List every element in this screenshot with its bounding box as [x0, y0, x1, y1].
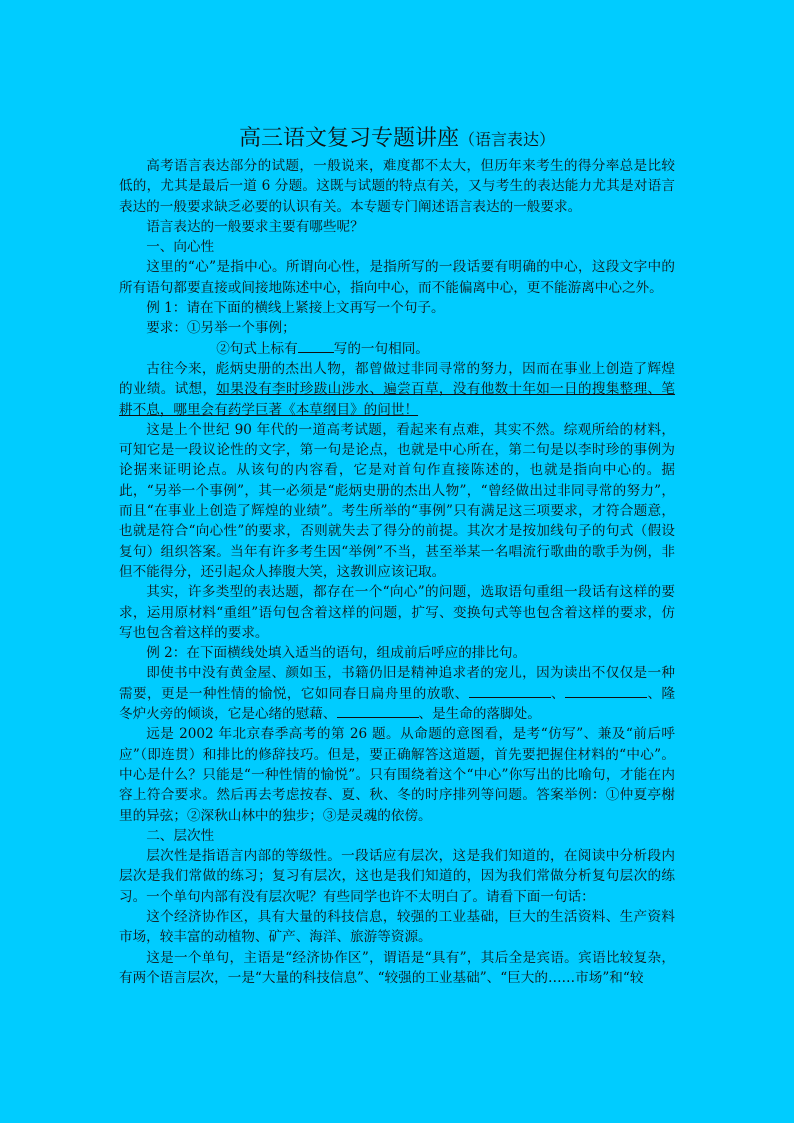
- separator: 、: [550, 685, 566, 702]
- material-part-c: 、是生命的落脚处。: [418, 706, 541, 723]
- example-1-material: [119, 359, 675, 420]
- section-heading-2: 二、层次性: [146, 827, 215, 844]
- definition-paragraph: 这里的“心”是指中心。所谓向心性，是指所写的一段话要有明确的中心，这段文字中的所有语句都要直接或间接地陈述中心，指向中心，而不能偏离中心，更不能游离中心之外。: [119, 259, 675, 296]
- separator: 、: [647, 685, 662, 702]
- answer-blank[interactable]: [565, 685, 647, 698]
- hierarchy-paragraph: 层次性是指语言内部的等级性。一段话应有层次，这是我们知道的，在阅读中分析段内层次是我们常做的练习；复习有层次，这也是我们知道的，因为我们常做分析复句层次的练习。一个单句内部有没有层次呢？有些同学也许不太明白了。请看下面一句话：: [119, 848, 675, 905]
- sentence-analysis: 这是一个单句，主语是“经济协作区”，谓语是“具有”，其后全是宾语。宾语比较复杂，有两个语言层次，一是“大量的科技信息”、“较强的工业基础”、“巨大的……市场”和“较: [119, 949, 675, 986]
- question-paragraph: 语言表达的一般要求主要有哪些呢？: [146, 218, 364, 235]
- requirement-2-suffix: 写的一句相同。: [333, 340, 429, 357]
- intro-paragraph: 高考语言表达部分的试题，一般说来，难度都不太大，但历年来考生的得分率总是比较低的，尤其是最后一道 6 分题。这既与试题的特点有关，又与考生的表达能力尤其是对语言表达的一般要求缺乏必要的认识有关。本专题专门阐述语言表达的一般要求。: [119, 158, 675, 215]
- title-main: 高三语文复习专题讲座: [238, 126, 459, 151]
- example-2-material: [119, 663, 675, 724]
- page-title: [0, 124, 794, 155]
- material-part-a: 即使书中没有黄金屋、颜如玉，书籍仍旧是精神追求者的宠儿，因为读出不仅仅是一种需要，更是一种性情的愉悦，它如同春日扁舟里的放歌、: [119, 665, 675, 702]
- answer-blank[interactable]: [469, 685, 551, 698]
- example-sentence: 这个经济协作区，具有大量的科技信息，较强的工业基础，巨大的生活资料、生产资料市场，较丰富的动植物、矿产、海洋、旅游等资源。: [119, 908, 675, 946]
- requirement-1: 要求：①另举一个事例；: [146, 320, 296, 337]
- analysis-paragraph-2: 其实，许多类型的表达题，都存在一个“向心”的问题，选取语句重组一段话有这样的要求，运用原材料“重组”语句包含着这样的问题，扩写、变换句式等也包含着这样的要求，仿写也包含着这样的要求。: [119, 584, 675, 641]
- material-part-b: 隆冬炉火旁的倾谈，它是心绪的慰藉、: [119, 685, 676, 723]
- title-subtitle: （语言表达）: [459, 130, 556, 149]
- answer-blank[interactable]: [337, 705, 419, 718]
- section-heading-1: 一、向心性: [146, 239, 215, 256]
- analysis-paragraph-3: 远是 2002 年北京春季高考的第 26 题。从命题的意图看，是考“仿写”、兼及“前后呼应”（即连贯）和排比的修辞技巧。但是，要正确解答这道题，首先要把握住材料的“中心”。中心是什么？只能是“一种性情的愉悦”。只有围绕着这个“中心”你写出的比喻句，才能在内容上符合要求。然后再去考虑按春、夏、秋、冬的时序排列等问题。答案举例：①仲夏亭榭里的异弦；②深秋山林中的独步；③是灵魂的依傍。: [119, 726, 675, 824]
- answer-blank[interactable]: [298, 340, 334, 353]
- analysis-paragraph-1: 这是上个世纪 90 年代的一道高考试题，看起来有点难，其实不然。综观所给的材料，可知它是一段议论性的文字，第一句是论点，也就是中心所在，第二句是以李时珍的事例为论据来证明论点。从该句的内容看，它是对首句作直接陈述的，也就是指向中心的。据此，“另举一个事例”，其一必须是“彪炳史册的杰出人物”，“曾经做出过非同寻常的努力”，而且“在事业上创造了辉煌的业绩”。考生所举的“事例”只有满足这三项要求，才符合题意，也就是符合“向心性”的要求，否则就失去了得分的前提。其次才是按加线句子的句式（假设复句）组织答案。当年有许多考生因“举例”不当，甚至举某一名唱流行歌曲的歌手为例，非但不能得分，还引起众人捧腹大笑，这教训应该记取。: [119, 421, 675, 580]
- example-1-prompt: 例 1：请在下面的横线上紧接上文再写一个句子。: [146, 300, 445, 317]
- requirement-2-prefix: ②句式上标有: [216, 340, 298, 357]
- document-body: [119, 156, 675, 988]
- underlined-sentence: 如果没有李时珍跋山涉水、遍尝百草，没有他数十年如一日的搜集整理、笔耕不息，哪里会有药学巨著《本草纲目》的问世！: [119, 381, 676, 418]
- material-text: 古往今来，彪炳史册的杰出人物，都曾做过非同寻常的努力，因而在事业上创造了辉煌的业绩。试想，: [119, 360, 675, 398]
- example-2-prompt: 例 2：在下面横线处填入适当的语句，组成前后呼应的排比句。: [146, 645, 527, 662]
- requirement-2: [119, 339, 675, 359]
